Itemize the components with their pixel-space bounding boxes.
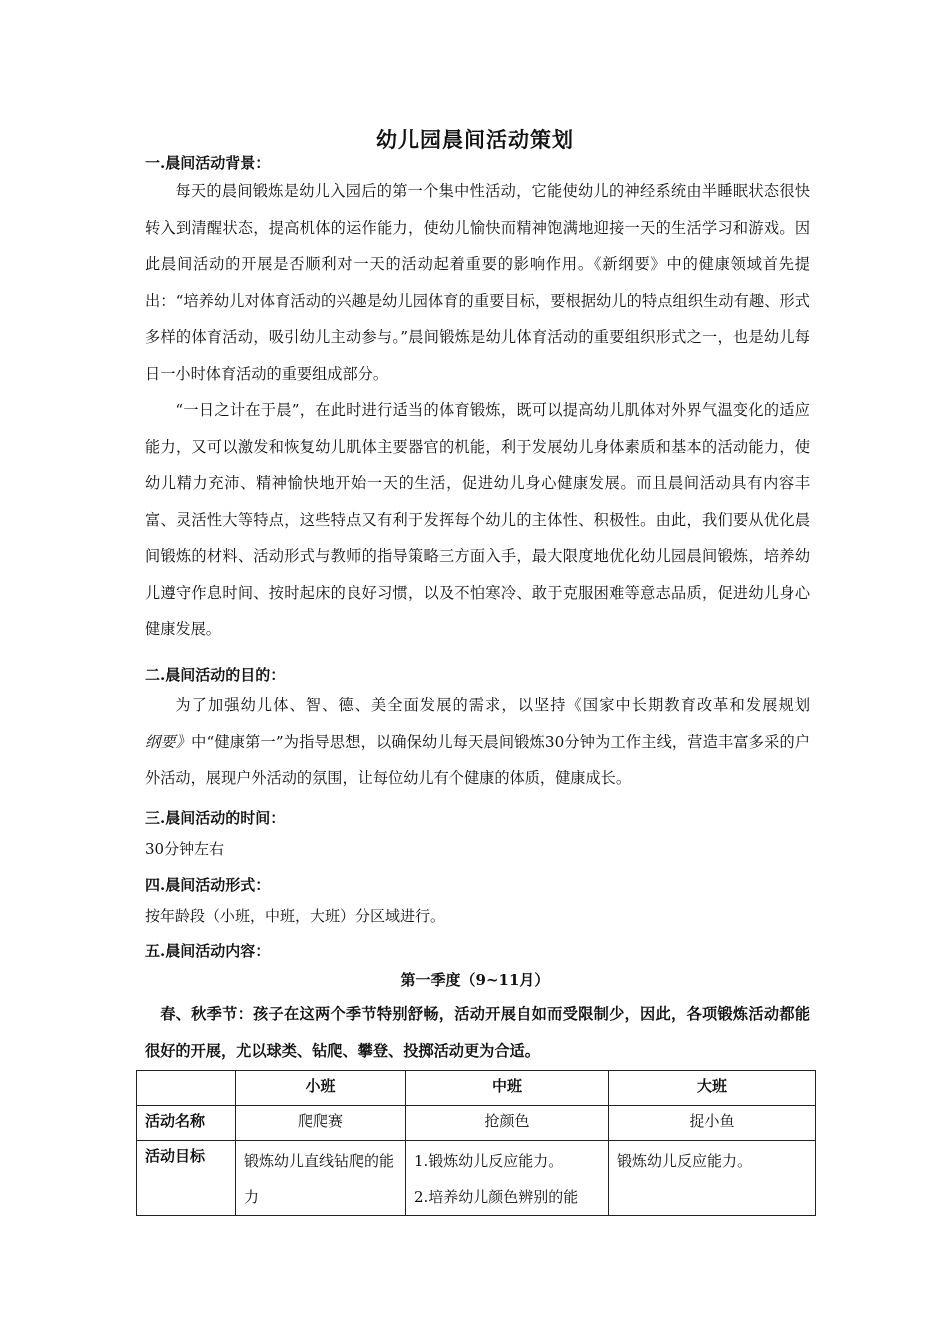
purpose-text-c: 中“健康第一”为指导思想，以确保幼儿每天晨间锻炼30分钟为工作主线，营造丰富多采的户外活动，展现户外活动的氛围，让每位幼儿有个健康的体质，健康成长。 — [145, 732, 811, 787]
season-note: 春、秋季节：孩子在这两个季节特别舒畅，活动开展自如而受限制少，因此，各项锻炼活动都能很好的开展，尤以球类、钻爬、攀登、投掷活动更为合适。 — [145, 1005, 810, 1060]
cell-line: 1.锻炼幼儿反应能力。 — [414, 1152, 564, 1170]
paragraph-background-2: “一日之计在于晨”，在此时进行适当的体育锻炼，既可以提高幼儿肌体对外界气温变化的适应能力，又可以激发和恢复幼儿肌体主要器官的机能，利于发展幼儿身体素质和基本的活动能力，使幼儿精力充沛、精神愉快地开始一天的生活，促进幼儿身心健康发展。而且晨间活动具有内容丰富、灵活性大等特点，这些特点又有利于发挥每个幼儿的主体性、积极性。由此，我们要从优化晨间锻炼的材料、活动形式与教师的指导策略三方面入手，最大限度地优化幼儿园晨间锻炼，培养幼儿遵守作息时间、按时起床的良好习惯，以及不怕寒冷、敢于克服困难等意志品质，促进幼儿身心健康发展。 — [145, 401, 810, 638]
table-cell: 锻炼幼儿直线钻爬的能力 — [236, 1141, 406, 1216]
paragraph-background-1: 每天的晨间锻炼是幼儿入园后的第一个集中性活动，它能使幼儿的神经系统由半睡眠状态很快转入到清醒状态，提高机体的运作能力，使幼儿愉快而精神饱满地迎接一天的生活学习和游戏。因此晨间活动的开展是否顺利对一天的活动起着重要的影响作用。《新纲要》中的健康领域首先提出：“培养幼儿对体育活动的兴趣是幼儿园体育的重要目标，要根据幼儿的特点组织生动有趣、形式多样的体育活动，吸引幼儿主动参与。”晨间锻炼是幼儿体育活动的重要组织形式之一，也是幼儿每日一小时体育活动的重要组成部分。 — [145, 182, 810, 383]
section-heading-time: 三.晨间活动的时间： — [145, 809, 286, 827]
table-header-row — [137, 1071, 816, 1106]
table-header-cell: 大班 — [609, 1071, 816, 1106]
section-heading-form: 四.晨间活动形式： — [145, 876, 271, 894]
paragraph-purpose — [145, 687, 810, 797]
table-cell: 捉小鱼 — [609, 1106, 816, 1141]
season-title: 第一季度（9~11月） — [400, 971, 550, 989]
section-heading-background: 一.晨间活动背景： — [145, 154, 271, 172]
purpose-text-a: 为了加强幼儿体、智、德、美全面发展的需求，以坚持《国家中长期教育改革和发展规划 — [175, 696, 810, 714]
table-row — [137, 1106, 816, 1141]
table-cell: 抢颜色 — [406, 1106, 609, 1141]
table-header-cell: 小班 — [236, 1071, 406, 1106]
purpose-text-b: 纲要》 — [145, 732, 192, 751]
table-cell: 爬爬赛 — [236, 1106, 406, 1141]
table-cell: 锻炼幼儿反应能力。 — [609, 1141, 816, 1216]
time-text: 30分钟左右 — [145, 840, 225, 858]
form-text: 按年龄段（小班，中班，大班）分区域进行。 — [145, 907, 446, 925]
section-heading-purpose: 二.晨间活动的目的： — [145, 666, 286, 684]
activity-table — [136, 1070, 816, 1216]
table-header-cell: 中班 — [406, 1071, 609, 1106]
section-heading-content: 五.晨间活动内容： — [145, 942, 271, 960]
cell-line: 2.培养幼儿颜色辨别的能 — [414, 1188, 579, 1206]
row-label: 活动目标 — [137, 1141, 236, 1216]
table-cell — [406, 1141, 609, 1216]
table-row — [137, 1141, 816, 1216]
row-label: 活动名称 — [137, 1106, 236, 1141]
document-title: 幼儿园晨间活动策划 — [376, 127, 574, 152]
table-header-cell — [137, 1071, 236, 1106]
